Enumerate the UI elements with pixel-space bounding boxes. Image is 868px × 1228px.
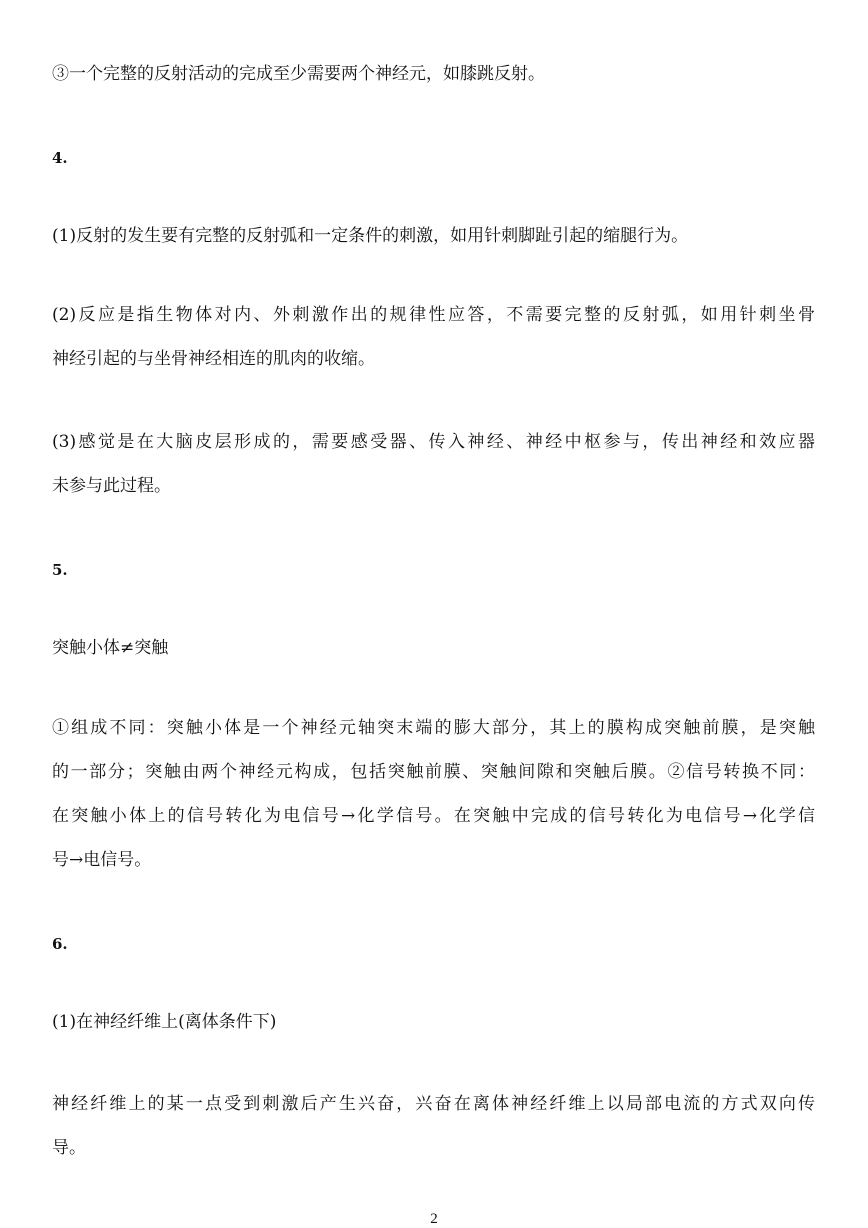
text-line: 神经纤维上的某一点受到刺激后产生兴奋，兴奋在离体神经纤维上以局部电流的方式双向传 [52,1094,815,1114]
text-line: ③一个完整的反射活动的完成至少需要两个神经元，如膝跳反射。 [52,64,545,84]
text-line: 导。 [52,1138,86,1158]
text-line: (2)反应是指生物体对内、外刺激作出的规律性应答，不需要完整的反射弧，如用针刺坐骨 [52,305,815,325]
text-line: (3)感觉是在大脑皮层形成的，需要感受器、传入神经、神经中枢参与，传出神经和效应器 [52,432,815,452]
text-line: 的一部分；突触由两个神经元构成，包括突触前膜、突触间隙和突触后膜。②信号转换不同： [52,762,815,782]
section-number: 6. [52,935,68,953]
section-number: 5. [52,561,68,579]
text-line: 突触小体≠突触 [52,638,169,658]
text-line: 神经引起的与坐骨神经相连的肌肉的收缩。 [52,349,375,369]
page-number: 2 [430,1211,438,1227]
text-line: (1)反射的发生要有完整的反射弧和一定条件的刺激，如用针刺脚趾引起的缩腿行为。 [52,226,689,246]
text-line: ①组成不同：突触小体是一个神经元轴突末端的膨大部分，其上的膜构成突触前膜，是突触 [52,718,815,738]
text-line: 在突触小体上的信号转化为电信号→化学信号。在突触中完成的信号转化为电信号→化学信 [52,806,815,826]
text-line: 号→电信号。 [52,850,152,870]
text-line: 未参与此过程。 [52,476,171,496]
section-number: 4. [52,149,68,167]
text-line: (1)在神经纤维上(离体条件下) [52,1012,277,1032]
